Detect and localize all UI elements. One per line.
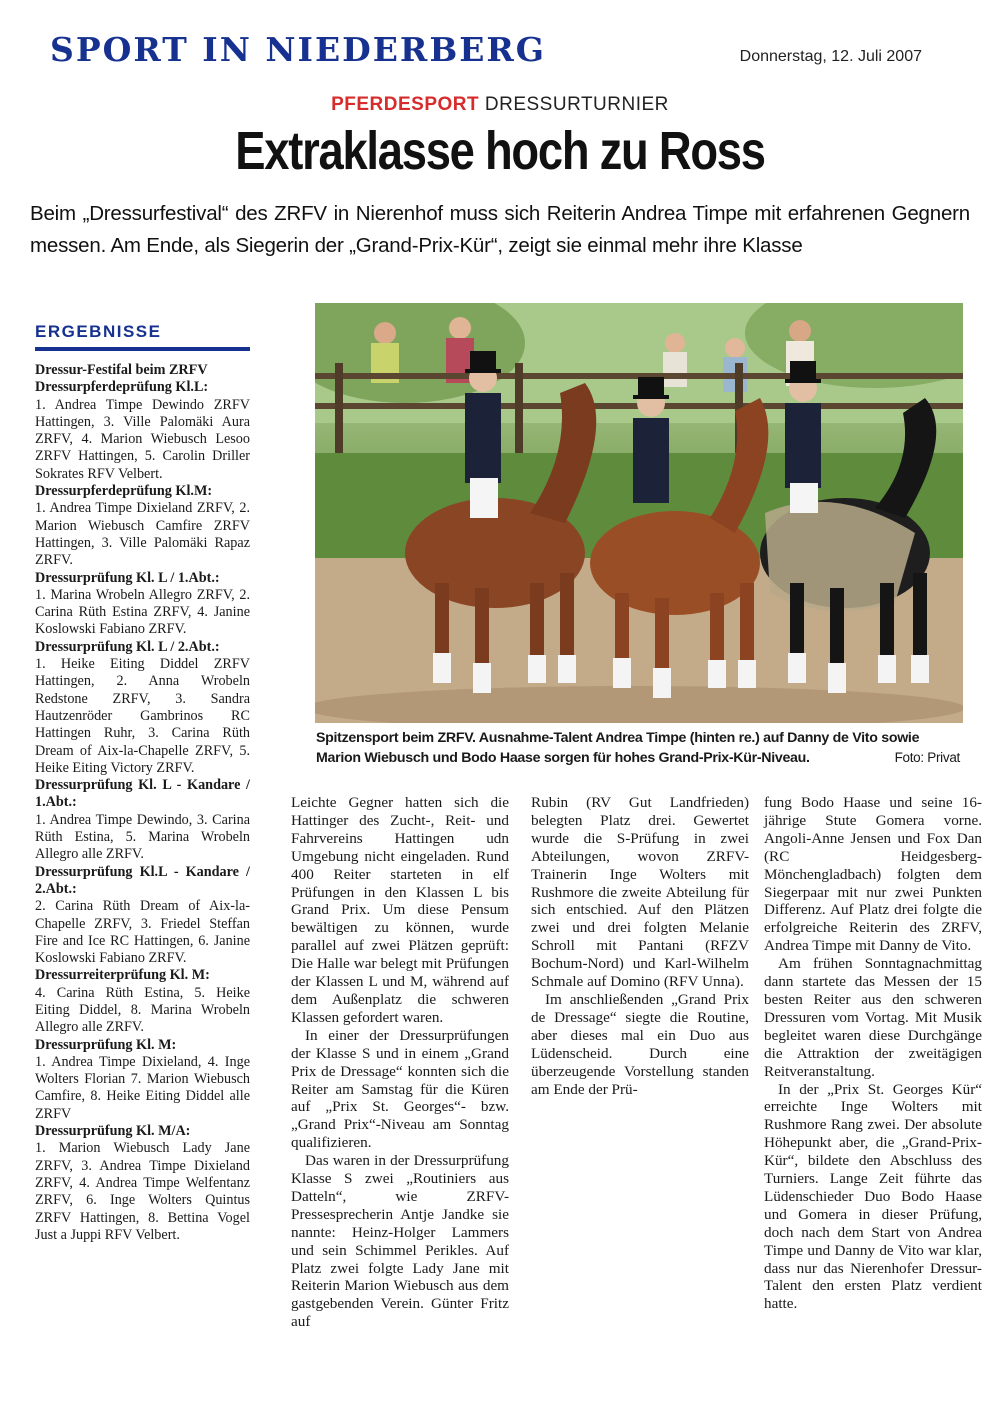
photo-caption — [316, 728, 964, 768]
results-section-entries: 1. Andrea Timpe Dixieland ZRFV, 2. Marion Wiebusch Camfire ZRFV Hattingen, 3. Ville Palomäki Rapaz ZRFV. — [35, 500, 250, 569]
results-section-entries: 2. Carina Rüth Dream of Aix-la-Chapelle ZRFV, 3. Friedel Steffan Fire and Ice RC Hattingen, 6. Janine Koslowski Fabiano ZRFV. — [35, 898, 250, 967]
results-section-title: Dressurprüfung Kl. M: — [35, 1036, 177, 1053]
results-section-entries: 1. Heike Eiting Diddel ZRFV Hattingen, 2. Anna Wrobeln Redstone ZRFV, 3. Sandra Hautzenröder Gambrinos RC Hattingen Ruhr, 3. Carina Rüth Dream of Aix-la-Chapelle ZRFV, 5. Heike Eiting Victory ZRFV. — [35, 656, 250, 776]
article-paragraph: Rubin (RV Gut Landfrieden) belegten Platz drei. Gewertet wurde die S-Prüfung in zwei Abteilungen, wovon ZRFV-Trainerin Inge Wolters mit Rushmore die zweite Abteilung für sich entschied. Auf den Plätzen zwei und drei folgten Melanie Schroll mit Pantani (RFZV Bochum-Nord) und Karl-Wilhelm Schmale auf Domino (RFV Unna). — [531, 794, 749, 991]
results-section-title: Dressurprüfung Kl.L - Kandare / 2.Abt.: — [35, 863, 250, 897]
dressage-photo-illustration — [315, 303, 963, 723]
article-paragraph: Im anschließenden „Grand Prix de Dressage“ siegte die Routine, aber dieses mal ein Duo aus Lüdenscheid. Durch eine überzeugende Vorstellung standen am Ende der Prü- — [531, 990, 749, 1098]
results-section-title: Dressurpferdeprüfung Kl.L: — [35, 379, 209, 396]
article-paragraph: In der „Prix St. Georges Kür“ erreichte Inge Wolters mit Rushmore Rang zwei. Der absolute Höhepunkt aber, die „Grand-Prix-Kür“, bildete den Abschluss des Turniers. Lange Zeit führte das Lüdenschieder Duo Bodo Haase und Gomera in dieser Prüfung, doch nach dem Start von Andrea Timpe und Danny de Vito war klar, dass nur das Nierenhofer Dressur-Talent den ersten Platz verdient hatte. — [764, 1080, 982, 1313]
photo-caption-text: Spitzensport beim ZRFV. Ausnahme-Talent Andrea Timpe (hinten re.) auf Danny de Vito sowie Marion Wiebusch und Bodo Haase sorgen für hohes Grand-Prix-Kür-Niveau. — [316, 730, 920, 766]
results-section — [35, 483, 250, 569]
results-section-entries: 1. Marion Wiebusch Lady Jane ZRFV, 3. Andrea Timpe Dixieland ZRFV, 4. Andrea Timpe Welfentanz ZRFV, 6. Inge Wolters Quintus ZRFV Hattingen, 8. Bettina Vogel Just a Juppi RFV Velbert. — [35, 1140, 250, 1243]
results-section-entries: 4. Carina Rüth Estina, 5. Heike Eiting Diddel, 8. Marina Wrobeln Allegro alle ZRFV. — [35, 984, 250, 1036]
article-kicker — [0, 94, 1000, 116]
article-column-3 — [764, 794, 982, 1313]
article-paragraph: Das waren in der Dressurprüfung Klasse S zwei „Routiniers aus Datteln“, wie ZRFV-Pressesprecherin Antje Jandke sie nannte: Heinz-Holger Lammers und sein Schimmel Perikles. Auf Platz zwei folgte Lady Jane mit Reiterin Marion Wiebusch aus dem gastgebenden Verein. Günter Fritz auf — [291, 1152, 509, 1331]
results-section — [35, 967, 250, 1036]
results-section-title: Dressurprüfung Kl. M/A: — [35, 1123, 191, 1140]
article-column-2 — [531, 794, 749, 1098]
results-section-title: Dressurreiterprüfung Kl. M: — [35, 967, 210, 984]
results-section — [35, 570, 250, 639]
results-section-entries: 1. Andrea Timpe Dewindo ZRFV Hattingen, 3. Ville Palomäki Aura ZRFV, 4. Marion Wiebusch Lesoo ZRFV Hattingen, 5. Carolin Driller Sokrates RFV Velbert. — [35, 396, 250, 482]
results-section — [35, 864, 250, 968]
results-heading: ERGEBNISSE — [35, 322, 250, 351]
results-section-entries: 1. Andrea Timpe Dewindo, 3. Carina Rüth Estina, 5. Marina Wrobeln Allegro alle ZRFV. — [35, 811, 250, 863]
article-paragraph: In einer der Dressurprüfungen der Klasse S und in einem „Grand Prix de Dressage“ konnten sich die Reiter am Samstag für die Küren auf „Prix St. Georges“- bzw. „Grand Prix“-Niveau am Sonntag qualifizieren. — [291, 1026, 509, 1152]
results-section-title: Dressurpferdeprüfung Kl.M: — [35, 483, 213, 500]
results-section — [35, 777, 250, 863]
headline: Extraklasse hoch zu Ross — [235, 121, 765, 181]
results-section-title: Dressurprüfung Kl. L / 2.Abt.: — [35, 638, 220, 655]
results-section-title: Dressurprüfung Kl. L - Kandare / 1.Abt.: — [35, 777, 250, 811]
results-section — [35, 379, 250, 483]
photo-credit: Foto: Privat — [894, 750, 960, 765]
lead-paragraph: Beim „Dressurfestival“ des ZRFV in Nierenhof muss sich Reiterin Andrea Timpe mit erfahrenen Gegnern messen. Am Ende, als Siegerin der „Grand-Prix-Kür“, zeigt sie einmal mehr ihre Klasse — [30, 202, 970, 257]
results-box — [35, 362, 250, 1244]
results-section-entries: 1. Andrea Timpe Dixieland, 4. Inge Wolters Florian 7. Marion Wiebusch Camfire, 8. Heike Eiting Diddel alle ZRFV — [35, 1053, 250, 1122]
dressage-photo — [315, 303, 963, 723]
results-event-title: Dressur-Festifal beim ZRFV — [35, 362, 208, 378]
kicker-category: PFERDESPORT — [331, 94, 480, 115]
article-column-1 — [291, 794, 509, 1331]
article-paragraph: Leichte Gegner hatten sich die Hattinger des Zucht-, Reit- und Fahrvereins Hattingen udn Umgebung nicht eingeladen. Rund 400 Reiter starteten in elf Prüfungen in den Klassen L bis Grand Prix. Um diese Pensum bewältigen zu können, wurde parallel auf zwei Plätzen geprüft: Die Halle war belegt mit Prüfungen der Klassen L und M, während auf dem Außenplatz die schweren Klassen gefordert waren. — [291, 794, 509, 1026]
results-section — [35, 1123, 250, 1244]
results-section-entries: 1. Marina Wrobeln Allegro ZRFV, 2. Carina Rüth Estina ZRFV, 4. Janine Koslowski Fabiano ZRFV. — [35, 586, 250, 638]
results-section — [35, 1037, 250, 1123]
kicker-topic: DRESSURTURNIER — [484, 94, 669, 115]
article-paragraph: Am frühen Sonntagnachmittag dann startete das Messen der 15 besten Reiter aus den schweren Dressuren vom Vortag. Mit Musik begleitet waren diese Durchgänge die Attraktion der zweitägigen Reitveranstaltung. — [764, 955, 982, 1080]
results-section-title: Dressurprüfung Kl. L / 1.Abt.: — [35, 569, 220, 586]
masthead-title: SPORT IN NIEDERBERG — [50, 30, 546, 69]
results-section — [35, 639, 250, 777]
article-paragraph: fung Bodo Haase und seine 16-jährige Stute Gomera vorne. Angoli-Anne Jensen und Fox Dan (RC Heidgesberg-Mönchengladbach) folgten dem Siegerpaar mit nur zwei Punkten Differenz. Auf Platz drei folgte die erfolgreiche Reiterin des ZRFV, Andrea Timpe mit Danny de Vito. — [764, 794, 982, 955]
issue-date: Donnerstag, 12. Juli 2007 — [739, 48, 922, 65]
